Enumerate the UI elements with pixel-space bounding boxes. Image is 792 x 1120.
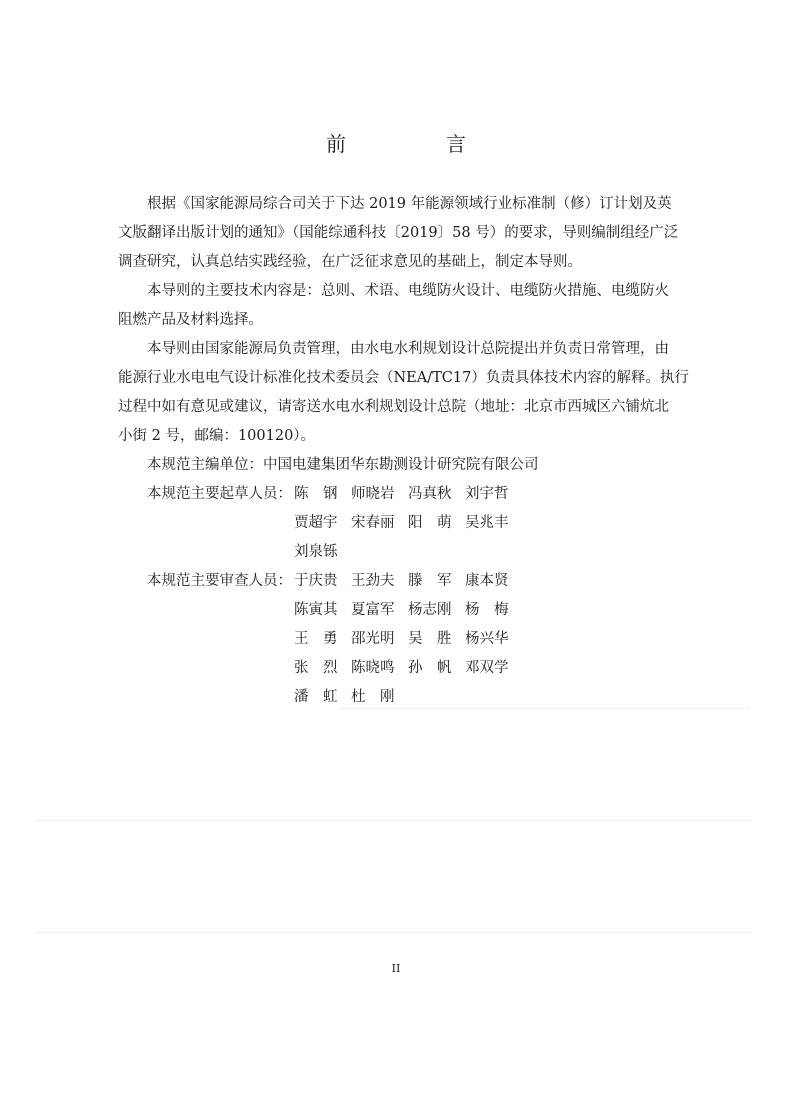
faint-dotted-rule [340,708,750,709]
drafter-name: 吴兆丰 [465,515,509,531]
paragraph-1 [118,190,680,277]
reviewer-name: 滕 军 [408,573,452,589]
drafters-label: 本规范主要起草人员： [147,486,292,502]
paragraph-line: 本导则由国家能源局负责管理，由水电水利规划设计总院提出并负责日常管理，由 [147,341,669,357]
editor-unit: 本规范主编单位：中国电建集团华东勘测设计研究院有限公司 [147,457,539,473]
paragraph-line: 文版翻译出版计划的通知》（国能综通科技〔2019〕58 号）的要求，导则编制组经广泛 [118,225,679,241]
drafters-names [294,480,534,567]
reviewer-name: 邵光明 [351,631,395,647]
drafter-name: 宋春丽 [351,515,395,531]
drafter-name: 陈 钢 [294,486,338,502]
reviewer-name: 陈寅其 [294,602,338,618]
paragraph-line: 小街 2 号，邮编：100120）。 [118,428,316,444]
drafter-name: 刘宇哲 [465,486,509,502]
reviewer-name: 孙 帆 [408,660,452,676]
faint-dotted-rule [36,932,752,933]
paragraph-line: 调查研究，认真总结实践经验，在广泛征求意见的基础上，制定本导则。 [118,254,582,270]
reviewer-name: 潘 虹 [294,689,338,705]
drafter-name: 师晓岩 [351,486,395,502]
drafter-name: 贾超宇 [294,515,338,531]
paragraph-line: 阻燃产品及材料选择。 [118,312,263,328]
reviewer-name: 杨 梅 [465,602,509,618]
paragraph-line: 过程中如有意见或建议，请寄送水电水利规划设计总院（地址：北京市西城区六铺炕北 [118,399,669,415]
paragraph-line: 根据《国家能源局综合司关于下达 2019 年能源领域行业标准制（修）订计划及英 [147,196,672,212]
reviewer-name: 张 烈 [294,660,338,676]
paragraph-line: 能源行业水电电气设计标准化技术委员会（NEA/TC17）负责具体技术内容的解释。执行 [118,370,689,386]
drafters-section [118,480,680,567]
reviewer-name: 吴 胜 [408,631,452,647]
reviewer-name: 邓双学 [465,660,509,676]
reviewer-name: 陈晓鸣 [351,660,395,676]
faint-dotted-rule [36,820,752,821]
reviewer-name: 杨兴华 [465,631,509,647]
reviewer-name: 王劲夫 [351,573,395,589]
reviewer-name: 王 勇 [294,631,338,647]
page-number: II [391,962,401,975]
paragraph-3 [118,335,689,451]
drafter-name: 阳 萌 [408,515,452,531]
reviewer-name: 杜 刚 [351,689,395,705]
paragraph-2 [118,277,680,335]
preface-body [118,190,689,712]
reviewers-names [294,567,534,712]
reviewer-name: 于庆贵 [294,573,338,589]
page-title: 前 言 [326,132,506,156]
reviewer-name: 夏富军 [351,602,395,618]
reviewer-name: 康本贤 [465,573,509,589]
reviewers-section [118,567,680,712]
reviewer-name: 杨志刚 [408,602,452,618]
drafter-name: 刘泉铄 [294,544,338,560]
reviewers-label: 本规范主要审查人员： [147,573,292,589]
paragraph-line: 本导则的主要技术内容是：总则、术语、电缆防火设计、电缆防火措施、电缆防火 [147,283,669,299]
drafter-name: 冯真秋 [408,486,452,502]
